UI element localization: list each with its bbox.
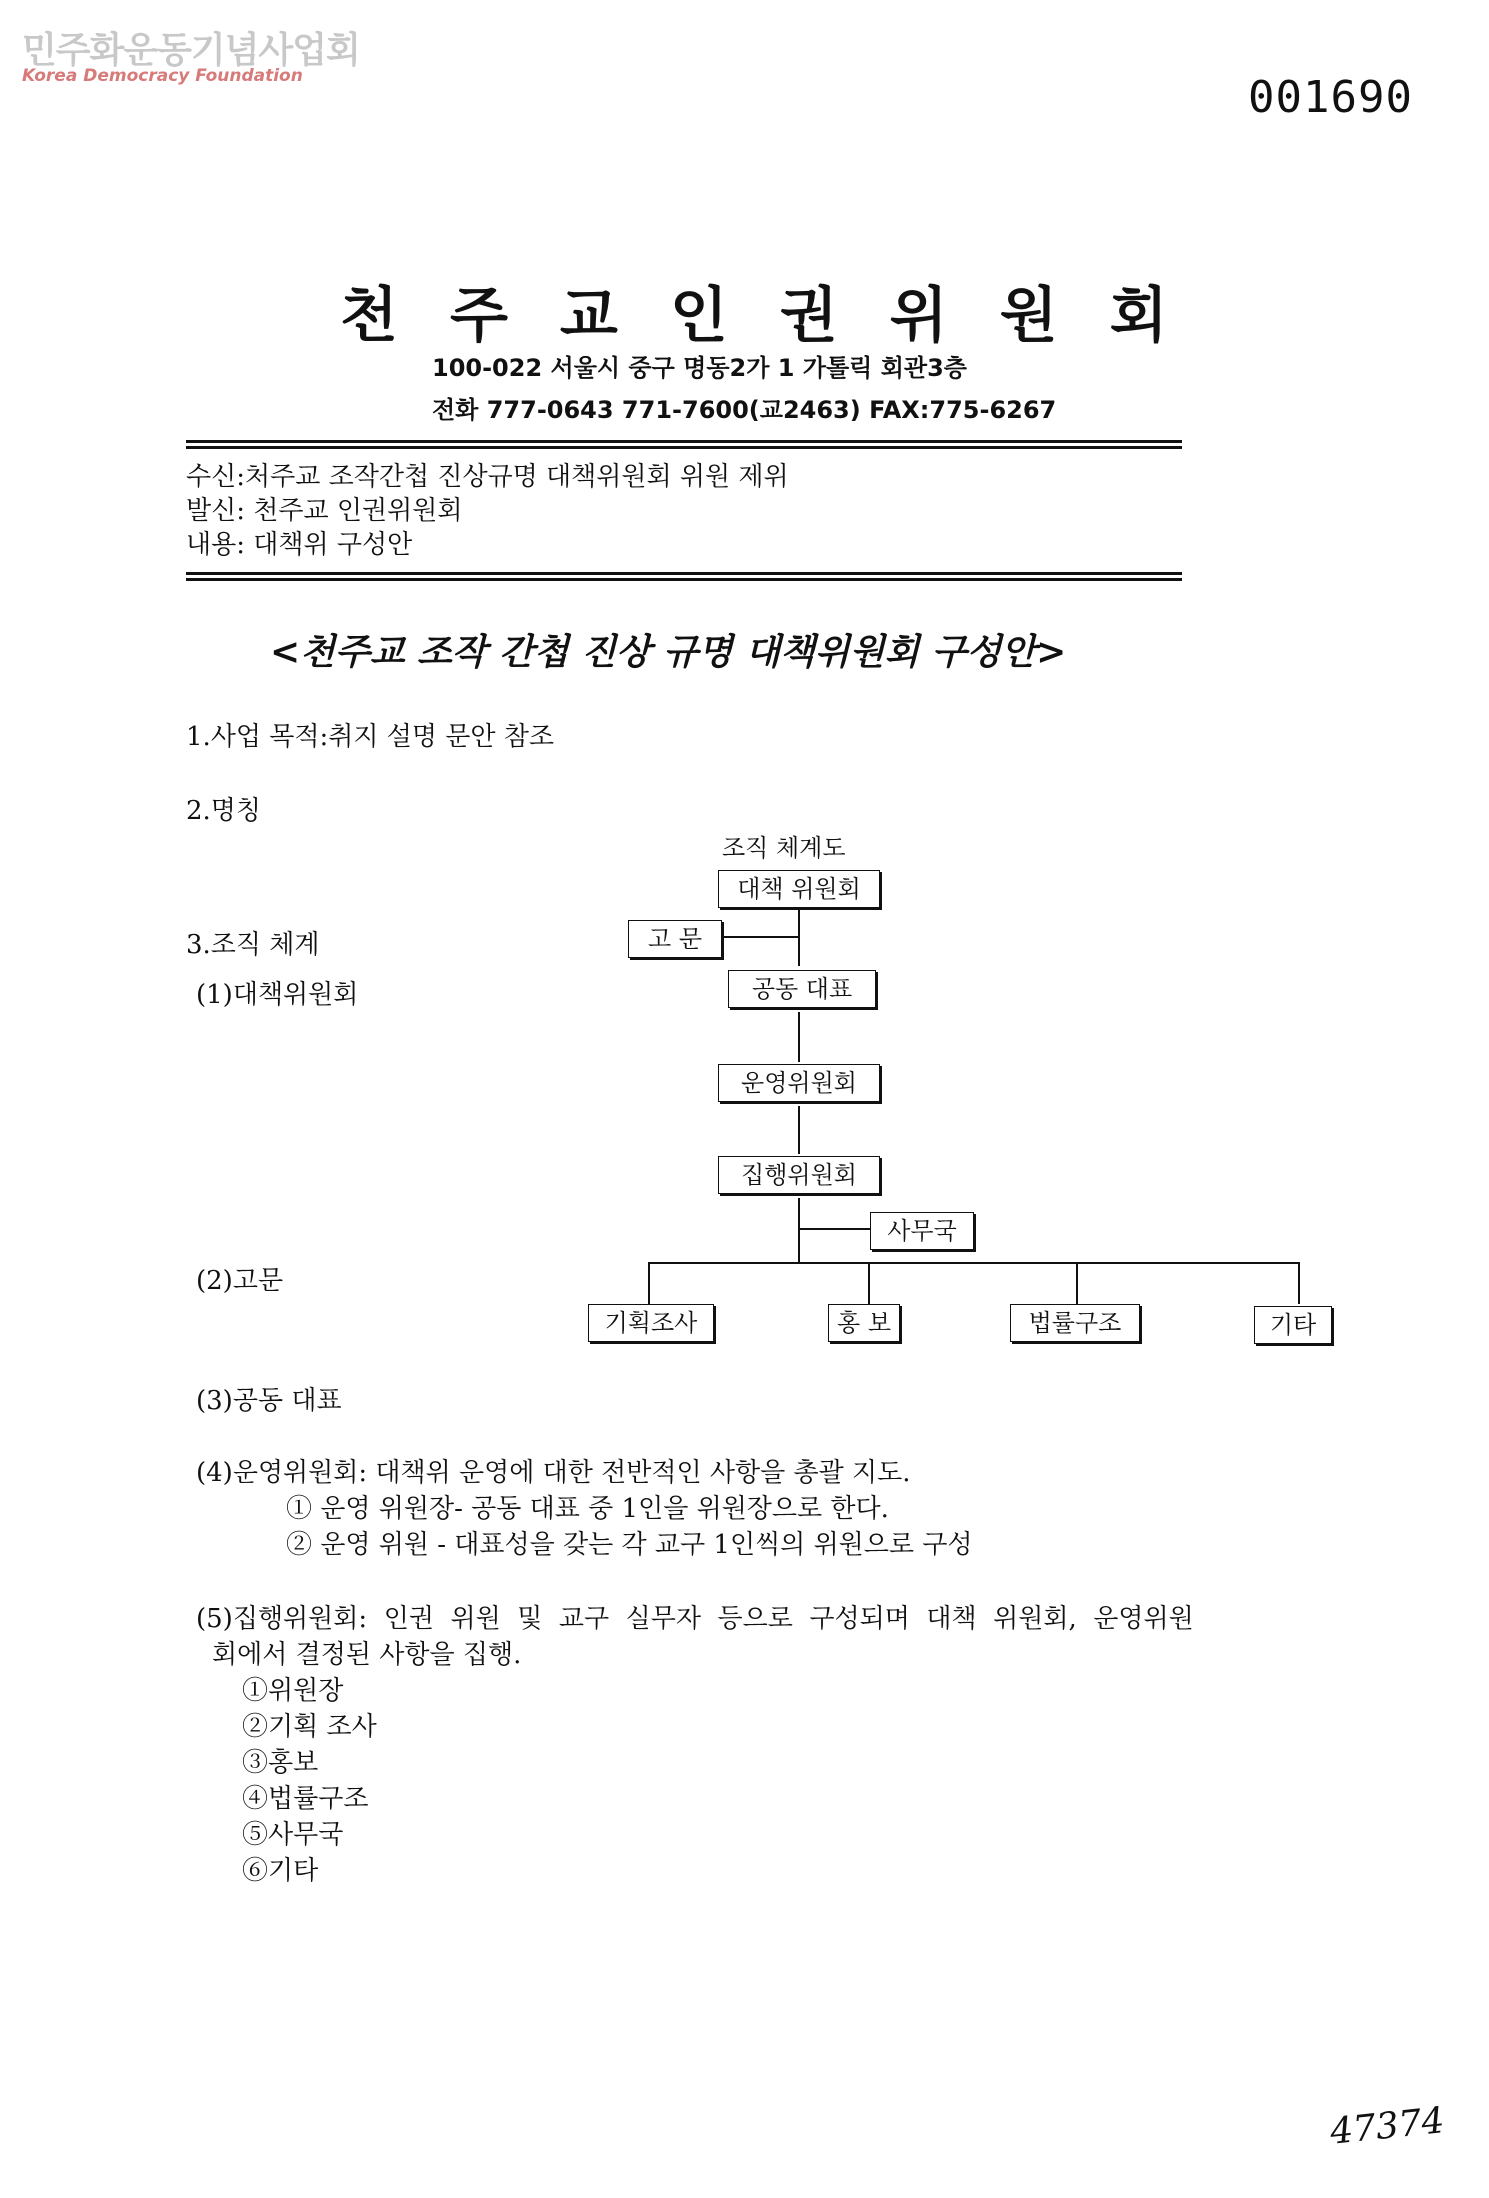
document-number: 001690: [1248, 72, 1413, 123]
letterhead-contact: 전화 777-0643 771-7600(교2463) FAX:775-6267: [432, 396, 1057, 424]
foundation-watermark-english: Korea Democracy Foundation: [22, 66, 303, 86]
org-line-team-1: [648, 1262, 650, 1304]
section-3-4-item-b: ② 운영 위원 - 대표성을 갖는 각 교구 1인씩의 위원으로 구성: [286, 1530, 973, 1560]
section-3-structure: 3.조직 체계: [186, 930, 320, 960]
section-3-5-executive-cont: 회에서 결정된 사항을 집행.: [212, 1640, 522, 1670]
header-rule-top-2: [186, 446, 1182, 449]
org-box-executive: 집행위원회: [718, 1156, 880, 1194]
section-3-3-co-rep: (3)공동 대표: [196, 1386, 342, 1416]
header-subject: 내용: 대책위 구성안: [186, 530, 413, 560]
org-box-team-other: 기타: [1254, 1306, 1332, 1344]
org-line-team-bar: [648, 1262, 1300, 1264]
section-3-4-steering: (4)운영위원회: 대책위 운영에 대한 전반적인 사항을 총괄 지도.: [196, 1458, 911, 1488]
section-2-name: 2.명칭: [186, 796, 262, 826]
org-box-advisor: 고 문: [628, 920, 722, 958]
org-line-advisor: [720, 936, 800, 938]
org-box-secretariat: 사무국: [870, 1212, 974, 1250]
org-line-team-2: [868, 1262, 870, 1304]
executive-item-secretariat: ⑤사무국: [242, 1820, 344, 1850]
section-3-1-committee: (1)대책위원회: [196, 980, 359, 1010]
org-box-team-legal: 법률구조: [1010, 1304, 1140, 1342]
section-3-4-item-a: ① 운영 위원장- 공동 대표 중 1인을 위원장으로 한다.: [286, 1494, 889, 1524]
handwritten-reference-number: 47374: [1328, 2100, 1447, 2153]
org-box-team-planning: 기획조사: [588, 1304, 714, 1342]
executive-item-pr: ③홍보: [242, 1748, 319, 1778]
header-recipient: 수신:처주교 조작간첩 진상규명 대책위원회 위원 제위: [186, 462, 789, 492]
org-line-exec-teams: [798, 1198, 800, 1264]
section-3-5-executive: (5)집행위원회: 인권 위원 및 교구 실무자 등으로 구성되며 대책 위원회, 운영위원: [196, 1604, 1194, 1634]
executive-item-other: ⑥기타: [242, 1856, 319, 1886]
org-box-co-rep: 공동 대표: [728, 970, 876, 1008]
letterhead-org-name: 천주교인권위원회: [340, 281, 1220, 351]
org-line-team-4: [1298, 1262, 1300, 1304]
org-box-committee: 대책 위원회: [718, 870, 880, 908]
section-3-2-advisor: (2)고문: [196, 1266, 284, 1296]
header-sender: 발신: 천주교 인권위원회: [186, 496, 463, 526]
foundation-watermark-korean: 민주화운동기념사업회: [22, 30, 360, 71]
header-rule-top-1: [186, 440, 1182, 443]
org-line-corep-steering: [798, 1012, 800, 1062]
section-1-purpose: 1.사업 목적:취지 설명 문안 참조: [186, 722, 555, 752]
org-chart-caption: 조직 체계도: [722, 834, 846, 862]
org-line-secretariat: [798, 1228, 870, 1230]
document-title: <천주교 조작 간첩 진상 규명 대책위원회 구성안>: [270, 631, 1067, 673]
executive-item-planning: ②기획 조사: [242, 1712, 377, 1742]
org-box-team-pr: 홍 보: [828, 1304, 900, 1342]
org-box-steering: 운영위원회: [718, 1064, 880, 1102]
org-line-team-3: [1076, 1262, 1078, 1304]
executive-item-chair: ①위원장: [242, 1676, 344, 1706]
letterhead-address: 100-022 서울시 중구 명동2가 1 가톨릭 회관3층: [432, 354, 967, 382]
org-line-steering-exec: [798, 1106, 800, 1154]
header-rule-bottom-2: [186, 578, 1182, 581]
executive-item-legal: ④법률구조: [242, 1784, 369, 1814]
header-rule-bottom-1: [186, 572, 1182, 575]
